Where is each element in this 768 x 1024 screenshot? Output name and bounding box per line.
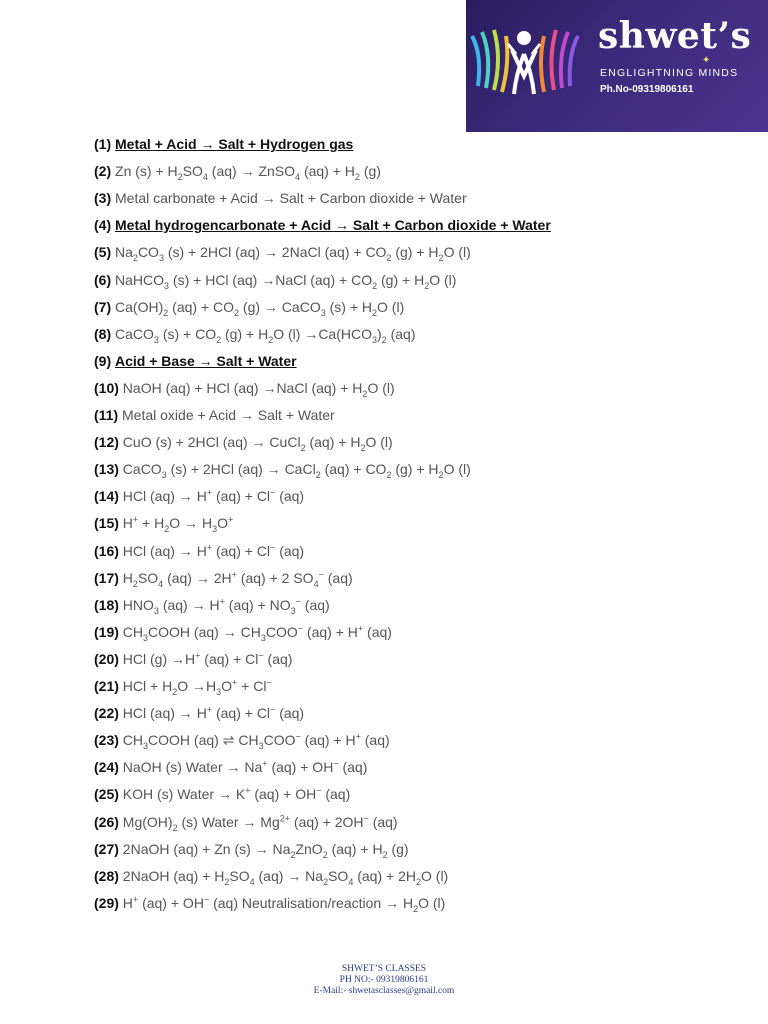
equation-number: (11) (94, 407, 119, 423)
equation-text: HCl (g) →H+ (aq) + Cl− (aq) (122, 650, 293, 667)
equation-number: (4) (94, 217, 112, 233)
equation-text: $H^+ + H_2O \to H_3O^+$ (122, 514, 234, 534)
footer-email: E-Mail:- shwetasclasses@gmail.com (313, 986, 455, 996)
equation-text: Metal carbonate + Acid → Salt + Carbon dioxide + Water (115, 190, 467, 206)
brand-banner (466, 0, 768, 132)
equation-item (94, 297, 404, 317)
equation-text: NaOH (s) Water → Na+ (aq) + OH− (aq) (122, 758, 368, 775)
equation-number: (12) (94, 434, 119, 450)
equation-number: (3) (94, 190, 112, 206)
equation-number: (28) (94, 868, 119, 884)
equation-item (94, 730, 390, 750)
equation-item (94, 541, 304, 561)
equation-number: (17) (94, 570, 119, 586)
equation-text: HCl (aq) → H+ (aq) + Cl− (aq) (122, 704, 305, 721)
equation-text: Zn $(s) + H_2SO_4$ (aq) → ZnSO$_4$ $(aq) + H_2$ (g) (115, 163, 381, 182)
equation-number: (15) (94, 515, 119, 531)
equation-text: HCl (aq) → H+ (aq) + Cl− (aq) (122, 487, 305, 504)
equation-number: (14) (94, 488, 119, 504)
equation-number: (24) (94, 759, 119, 775)
equation-item (94, 405, 335, 425)
equation-number: (21) (94, 678, 119, 694)
equation-item (94, 486, 304, 506)
equation-number: (6) (94, 272, 112, 288)
equation-item (94, 595, 330, 615)
equation-item (94, 757, 367, 777)
equation-number: (20) (94, 651, 119, 667)
brand-name: shwet’s (598, 15, 752, 57)
equation-item (94, 161, 381, 181)
brand-tagline: ENGLIGHTNING MINDS (600, 67, 739, 79)
equation-item (94, 134, 353, 154)
equation-text: $Ca(OH)_2$ $(aq) + CO_2$ (g) → CaCO$_3$ $(s) + H_2O$ (l) (115, 299, 405, 318)
equation-number: (23) (94, 732, 119, 748)
equation-text: $CH_3COOH$ (aq) ⇌ $CH_3COO^-$ (aq) + H+ (aq) (122, 731, 390, 751)
equation-text: Acid + Base → Salt + Water (115, 353, 297, 369)
equation-text: H+ (aq) + OH− (aq) Neutralisation/reaction → $H_2O$ (l) (122, 894, 446, 914)
equation-text: Metal hydrogencarbonate + Acid → Salt + Carbon dioxide + Water (115, 217, 551, 233)
footer-phone: PH NO:- 09319806161 (339, 975, 429, 985)
equation-text: CaCO$_3$ (s) + 2HCl (aq) → CaCl$_2$ $(aq) + CO_2$ $(g) + H_2O$ (l) (122, 461, 471, 480)
equation-text: 2NaOH (aq) + Zn $(s) \to Na_2ZnO_2$ $(aq) + H_2$ (g) (122, 841, 409, 860)
equation-number: (22) (94, 705, 119, 721)
footer (0, 964, 768, 997)
equation-text: CuO (s) + 2HCl (aq) → CuCl$_2$ $(aq) + H_2O$ (l) (122, 434, 393, 453)
equation-item (94, 351, 297, 371)
equation-number: (10) (94, 380, 119, 396)
equation-number: (2) (94, 163, 112, 179)
equation-text: $HNO_3$ (aq) → H+ $(aq) + NO_3^-$ (aq) (122, 596, 330, 616)
equation-number: (29) (94, 895, 119, 911)
equation-text: Metal + Acid → Salt + Hydrogen gas (115, 136, 354, 152)
equation-item (94, 378, 395, 398)
equation-item (94, 324, 416, 344)
equation-item (94, 649, 292, 669)
equation-item (94, 432, 393, 452)
equation-number: (13) (94, 461, 119, 477)
equation-text: NaHCO$_3$ (s) + HCl (aq) →NaCl $(aq) + CO_2$ $(g) + H_2O$ (l) (115, 272, 457, 291)
equation-number: (16) (94, 543, 119, 559)
equation-item (94, 188, 467, 208)
equation-item (94, 513, 233, 533)
brand-phone: Ph.No-09319806161 (600, 84, 694, 95)
equation-item (94, 242, 471, 262)
equation-number: (5) (94, 244, 112, 260)
equation-item (94, 270, 456, 290)
equation-number: (7) (94, 299, 112, 315)
equation-number: (27) (94, 841, 119, 857)
equation-text: $Na_2CO_3$ (s) + 2HCl (aq) → 2NaCl $(aq) + CO_2$ $(g) + H_2O$ (l) (115, 244, 471, 263)
equation-item (94, 866, 448, 886)
equation-number: (25) (94, 786, 119, 802)
equation-item (94, 676, 272, 696)
equation-number: (8) (94, 326, 112, 342)
equation-number: (9) (94, 353, 112, 369)
equation-text: HCl + $H_2O \to H_3O^+ + Cl^-$ (122, 677, 272, 697)
equation-item (94, 893, 445, 913)
equation-text: $CH_3COOH$ $(aq) \to CH_3COO^-$ (aq) + H+ (aq) (122, 623, 392, 643)
equation-item (94, 839, 409, 859)
equation-item (94, 703, 304, 723)
equation-text: 2NaOH $(aq) + H_2SO_4$ $(aq) \to Na_2SO_4$ $(aq) + 2H_2O$ (l) (122, 868, 449, 887)
equation-item (94, 215, 551, 235)
equation-text: HCl (aq) → H+ (aq) + Cl− (aq) (122, 542, 305, 559)
equation-text: NaOH (aq) + HCl (aq) →NaCl $(aq) + H_2O$ (l) (122, 380, 395, 399)
equation-text: $H_2SO_4$ (aq) → 2H+ (aq) + 2 $SO_4^-$ (aq) (122, 569, 353, 589)
equation-text: KOH (s) Water → K+ (aq) + OH− (aq) (122, 785, 351, 802)
equation-number: (18) (94, 597, 119, 613)
equation-text: CaCO$_3$ $(s) + CO_2$ $(g) + H_2O$ $(l) \to Ca(HCO_3)_2$ (aq) (115, 326, 416, 345)
equation-number: (26) (94, 814, 119, 830)
equation-number: (1) (94, 136, 112, 152)
rainbow-book-person-icon (468, 14, 580, 104)
bulb-icon: ✦ (702, 55, 711, 66)
equation-item (94, 622, 392, 642)
equation-text: $Mg(OH)_2$ (s) Water → $Mg^{2+}$ (aq) + 2OH− (aq) (122, 813, 398, 833)
equation-number: (19) (94, 624, 119, 640)
equation-item (94, 812, 398, 832)
equation-text: Metal oxide + Acid → Salt + Water (122, 407, 335, 423)
footer-company: SHWET’S CLASSES (341, 964, 427, 974)
equation-item (94, 568, 353, 588)
equation-item (94, 459, 471, 479)
equation-item (94, 784, 350, 804)
